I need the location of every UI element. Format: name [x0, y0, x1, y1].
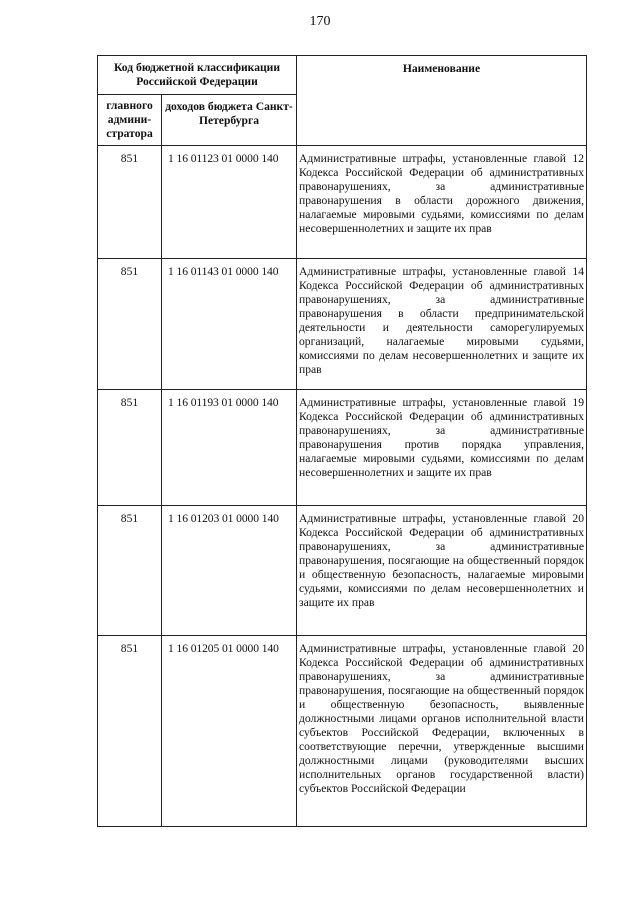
name-cell: Административные штрафы, установленные главой 19 Кодекса Российской Федерации об административных правонарушениях, за административные правонарушения против порядка управления, налагаемые мировыми судьями, комиссиями по делам несовершеннолетних и защите их прав	[297, 390, 587, 506]
revenue-code-cell: 1 16 01205 01 0000 140	[162, 636, 297, 827]
table-row	[98, 390, 587, 506]
revenue-code-cell: 1 16 01193 01 0000 140	[162, 390, 297, 506]
admin-code-cell: 851	[98, 259, 162, 390]
budget-classification-table	[97, 55, 587, 827]
revenue-column-header: доходов бюджета Санкт-Петербурга	[162, 95, 297, 146]
admin-code-cell: 851	[98, 390, 162, 506]
revenue-code-cell: 1 16 01143 01 0000 140	[162, 259, 297, 390]
name-cell: Административные штрафы, установленные главой 20 Кодекса Российской Федерации об административных правонарушениях, за административные правонарушения, посягающие на общественный порядок и общественную безопасность, выявленные должностными лицами органов исполнительной власти субъектов Российской Федерации, включенных в соответствующие перечни, утвержденные высшими должностными лицами (руководителями высших исполнительных органов государственной власти) субъектов Российской Федерации	[297, 636, 587, 827]
name-cell: Административные штрафы, установленные главой 12 Кодекса Российской Федерации об административных правонарушениях, за административные правонарушения в области дорожного движения, налагаемые мировыми судьями, комиссиями по делам несовершеннолетних и защите их прав	[297, 146, 587, 259]
page-number: 170	[309, 14, 331, 29]
table-row	[98, 636, 587, 827]
name-cell: Административные штрафы, установленные главой 14 Кодекса Российской Федерации об административных правонарушениях, за административные правонарушения в области предпринимательской деятельности и деятельности саморегулируемых организаций, налагаемые мировыми судьями, комиссиями по делам несовершеннолетних и защите их прав	[297, 259, 587, 390]
admin-code-cell: 851	[98, 146, 162, 259]
revenue-code-cell: 1 16 01203 01 0000 140	[162, 506, 297, 636]
name-cell: Административные штрафы, установленные главой 20 Кодекса Российской Федерации об административных правонарушениях, за административные правонарушения, посягающие на общественный порядок и общественную безопасность, налагаемые мировыми судьями, комиссиями по делам несовершеннолетних и защите их прав	[297, 506, 587, 636]
name-column-header: Наименование	[297, 56, 587, 146]
admin-code-cell: 851	[98, 636, 162, 827]
kbk-group-header: Код бюджетной классификации Российской Федерации	[98, 56, 297, 95]
table-row	[98, 146, 587, 259]
header-row-1	[98, 56, 587, 95]
table-row	[98, 259, 587, 390]
admin-column-header: главного админи-стратора	[98, 95, 162, 146]
admin-code-cell: 851	[98, 506, 162, 636]
table-row	[98, 506, 587, 636]
revenue-code-cell: 1 16 01123 01 0000 140	[162, 146, 297, 259]
